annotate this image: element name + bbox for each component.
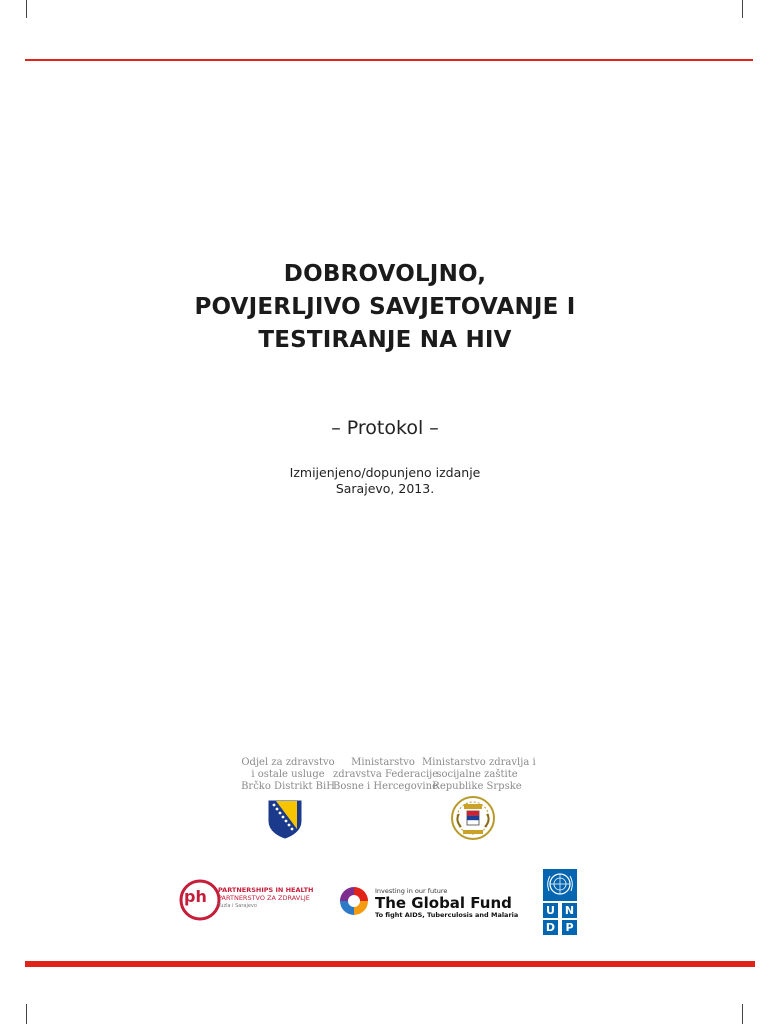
global-fund-logo-icon: [337, 884, 371, 918]
document-title: [0, 258, 770, 357]
undp-letter-u: U: [543, 903, 558, 918]
title-line: TESTIRANJE NA HIV: [258, 327, 512, 353]
undp-letter-n: N: [562, 903, 577, 918]
institution-line: Republike Srpske: [432, 781, 522, 792]
edition-line: Izmijenjeno/dopunjeno izdanje: [289, 465, 481, 480]
crop-mark-top-left: [26, 0, 27, 18]
edition-info: [0, 465, 770, 497]
bih-coat-of-arms-icon: [267, 799, 303, 839]
republika-srpska-coat-of-arms-icon: [447, 794, 499, 842]
institution-line: i ostale usluge: [251, 769, 325, 780]
top-red-rule: [25, 59, 753, 61]
partnerships-in-health-logo-icon: [178, 878, 222, 922]
institution-line: zdravstva Federacije: [333, 769, 439, 780]
crop-mark-top-right: [742, 0, 743, 18]
global-fund-tagline-top: Investing in our future: [375, 887, 448, 895]
undp-letter-p: P: [562, 920, 577, 935]
ph-mark-text: ph: [184, 887, 207, 906]
document-subtitle: – Protokol –: [331, 417, 439, 439]
institution-line: Ministarstvo: [351, 757, 415, 768]
institution-line: Ministarstvo zdravlja i: [422, 757, 536, 768]
ph-name: PARTNERSHIPS IN HEALTH: [218, 886, 314, 894]
title-line: DOBROVOLJNO,: [283, 261, 487, 287]
institution-line: Bosne i Hercegovine: [333, 781, 438, 792]
un-emblem-icon: [543, 869, 577, 901]
institution-fbih: [333, 757, 439, 793]
crop-mark-bottom-left: [26, 1004, 27, 1024]
institution-line: Odjel za zdravstvo: [241, 757, 335, 768]
ph-place: Tuzla i Sarajevo: [218, 903, 257, 909]
title-line: POVJERLJIVO SAVJETOVANJE I: [194, 294, 576, 320]
institution-line: socijalne zaštite: [436, 769, 518, 780]
crop-mark-bottom-right: [742, 1004, 743, 1024]
partnerships-in-health-label: [218, 886, 313, 910]
global-fund-tagline-bottom: To fight AIDS, Tuberculosis and Malaria: [375, 911, 519, 919]
bottom-red-rule: [25, 961, 755, 967]
ph-local-name: PARTNERSTVO ZA ZDRAVLJE: [218, 894, 310, 902]
global-fund-name: The Global Fund: [375, 894, 512, 912]
institution-brcko: [238, 757, 338, 793]
institution-line: Brčko Distrikt BiH: [241, 781, 335, 792]
edition-date: Sarajevo, 2013.: [335, 481, 435, 496]
undp-letter-d: D: [543, 920, 558, 935]
institution-rs: [422, 757, 536, 793]
